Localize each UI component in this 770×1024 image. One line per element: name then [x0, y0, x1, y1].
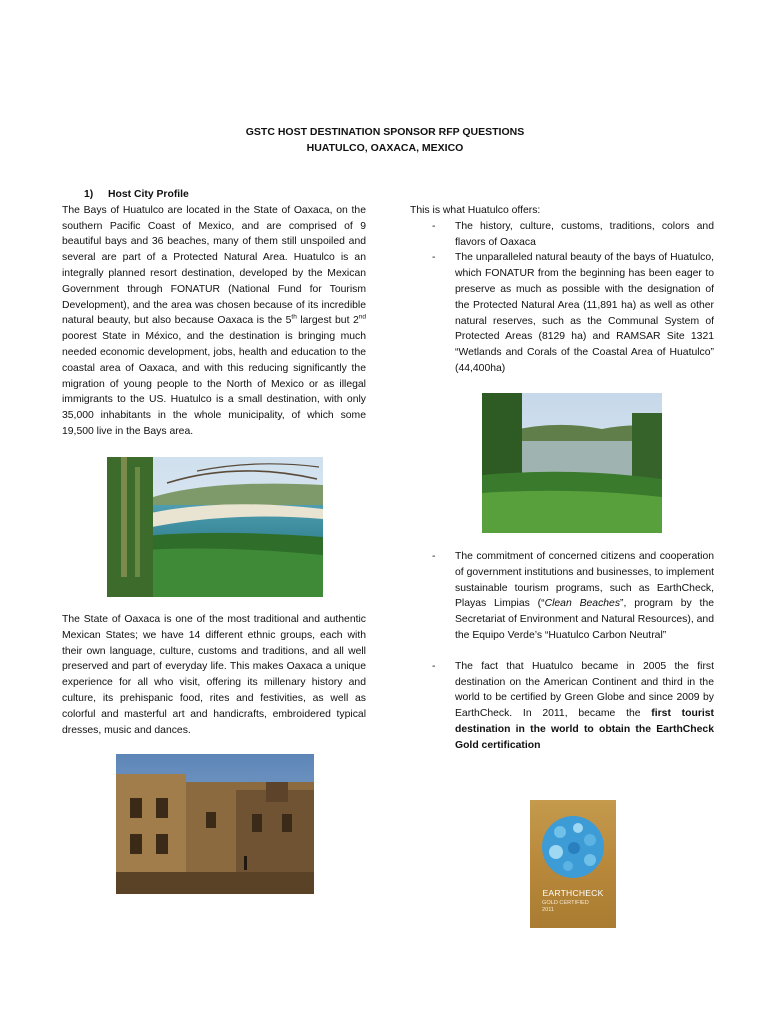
list-item: - The commitment of concerned citizens and cooperation of government institutions and businesses, to implement sustainable tourism programs, such as EarthCheck, Playas Limpias (“Clean Beaches”, program by the Secretariat of Environment and Natural Resources), and the Equipo Verde’s “Huatulco Carbon Neutral” — [432, 551, 714, 641]
document-title: GSTC HOST DESTINATION SPONSOR RFP QUESTIONS — [245, 126, 525, 138]
beach-photo — [107, 457, 323, 597]
section-number: 1) — [84, 189, 94, 200]
right-column-top — [410, 203, 714, 377]
list-item: - The fact that Huatulco became in 2005 the first destination on the American Continent and third in the world to be certified by Green Globe and since 2009 by EarthCheck. In 2011, became the first tourist destination in the world to obtain the EarthCheck Gold certification — [432, 660, 714, 751]
left-column-top — [62, 187, 366, 440]
earthcheck-gold-logo — [530, 800, 616, 928]
earthcheck-brand: EARTHCHECK — [542, 888, 604, 898]
earthcheck-year: 2011 — [542, 907, 555, 913]
colonial-building-photo — [116, 754, 314, 894]
document-subtitle: HUATULCO, OAXACA, MEXICO — [306, 142, 464, 154]
oaxaca-paragraph: The State of Oaxaca is one of the most traditional and authentic Mexican States; we have 14 different ethnic groups, each with their own language, culture, customs and traditions, and all well preserved and part of everyday life. This makes Oaxaca a unique experience for all who visit, offering its millenary history and culture, its prehispanic food, rites and festivities, as well as colorful and masterful art and handicrafts, embroidered typical dresses, music and dances. — [62, 614, 366, 736]
section-heading — [62, 187, 366, 203]
section-heading-text: Host City Profile — [108, 189, 189, 200]
list-item: - The unparalleled natural beauty of the bays of Huatulco, which FONATUR from the beginning has been eager to preserve as much as possible with the designation of the Protected Natural Area (11,891 ha) as well as other natural reserves, such as the Communal System of Protected Areas (8129 ha) and RAMSAR Site 1321 “Wetlands and Corals of the Coastal Area of Huatulco” (44,400ha) — [432, 252, 714, 374]
lagoon-photo — [482, 393, 662, 533]
list-item: - The history, culture, customs, traditions, colors and flavors of Oaxaca — [432, 220, 714, 248]
offers-intro: This is what Huatulco offers: — [410, 205, 541, 216]
globe-icon — [540, 814, 606, 880]
left-column-bottom — [62, 612, 366, 738]
host-city-paragraph: The Bays of Huatulco are located in the State of Oaxaca, on the southern Pacific Coast of Mexico, and are comprised of 9 beautiful bays and 36 beaches, many of them still unspoiled and several are part of a Protected Natural Area. Huatulco is an integrally planned resort destination, developed by the Mexican Government through FONATUR (National Fund for Tourism Development), and the area was chosen because of its incredible natural beauty, but also because Oaxaca is the 5th largest but 2nd poorest State in México, and the destination is bringing much needed economic development, jobs, health and education to the coastal area of Oaxaca, and with this reducing significantly the migration of young people to the North of Mexico or as illegal immigrants to the US. Huatulco is a small destination, with only 35,000 inhabitants in the whole municipality, of which some 19,500 live in the Bays area. — [62, 204, 366, 437]
earthcheck-gold-certified: GOLD CERTIFIED — [542, 900, 589, 906]
right-column-bottom — [410, 549, 714, 754]
